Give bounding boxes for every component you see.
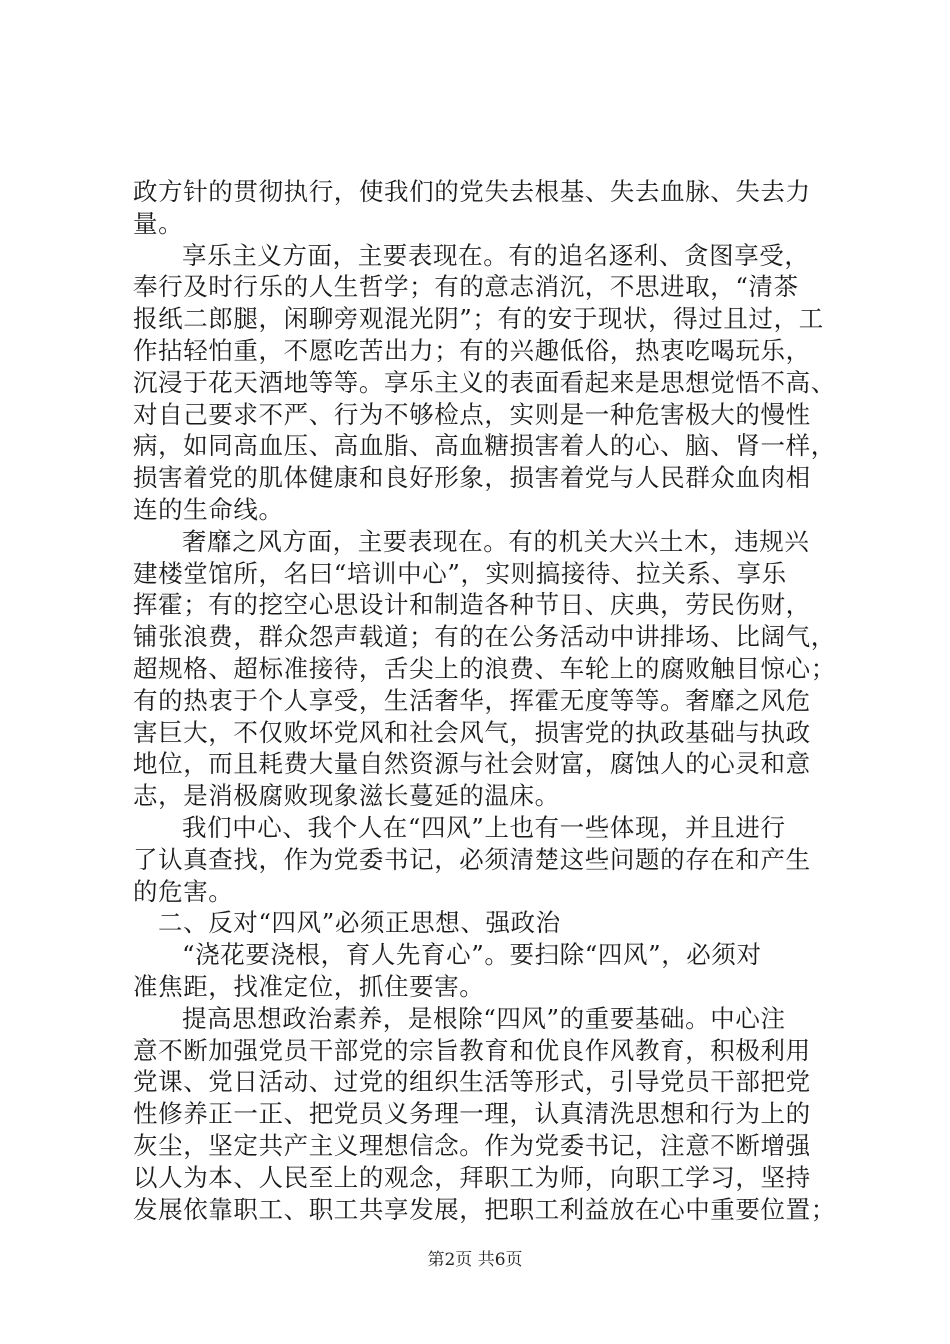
text-line: 挥霍；有的挖空心思设计和制造各种节日、庆典，劳民伤财， xyxy=(133,590,811,620)
text-line: 害巨大，不仅败坏党风和社会风气，损害党的执政基础与执政 xyxy=(133,717,811,747)
text-line: 准焦距，找准定位，抓住要害。 xyxy=(133,971,485,1001)
text-line: 连的生命线。 xyxy=(133,494,284,524)
text-line: 地位，而且耗费大量自然资源与社会财富，腐蚀人的心灵和意 xyxy=(133,749,811,779)
text-line: 以人为本、人民至上的观念，拜职工为师，向职工学习，坚持 xyxy=(133,1162,811,1192)
text-line: 的危害。 xyxy=(133,876,234,906)
text-line: 对自己要求不严、行为不够检点，实则是一种危害极大的慢性 xyxy=(133,399,811,429)
text-line: 意不断加强党员干部党的宗旨教育和优良作风教育，积极利用 xyxy=(133,1035,811,1065)
text-line: 志，是消极腐败现象滋长蔓延的温床。 xyxy=(133,781,560,811)
paragraph-start-line: 提高思想政治素养，是根除“四风”的重要基础。中心注 xyxy=(182,1003,786,1033)
paragraph-start-line: 奢靡之风方面，主要表现在。有的机关大兴土木，违规兴 xyxy=(182,526,810,556)
text-line: 发展依靠职工、职工共享发展，把职工利益放在心中重要位置； xyxy=(133,1194,836,1224)
text-line: 性修养正一正、把党员义务理一理，认真清洗思想和行为上的 xyxy=(133,1099,811,1129)
text-line: 报纸二郎腿，闲聊旁观混光阴”；有的安于现状，得过且过，工 xyxy=(133,304,824,334)
text-line: 沉浸于花天酒地等等。享乐主义的表面看起来是思想觉悟不高、 xyxy=(133,367,836,397)
text-line: 铺张浪费，群众怨声载道；有的在公务活动中讲排场、比阔气， xyxy=(133,622,836,652)
text-line: 损害着党的肌体健康和良好形象，损害着党与人民群众血肉相 xyxy=(133,463,811,493)
page-number-footer: 第2页 共6页 xyxy=(427,1250,523,1270)
text-line: 量。 xyxy=(133,208,184,238)
text-line: 了认真查找，作为党委书记，必须清楚这些问题的存在和产生 xyxy=(133,844,811,874)
paragraph-start-line: “浇花要浇根，育人先育心”。要扫除“四风”，必须对 xyxy=(182,940,762,970)
paragraph-start-line: 享乐主义方面，主要表现在。有的追名逐利、贪图享受， xyxy=(182,240,810,270)
text-line: 超规格、超标准接待，舌尖上的浪费、车轮上的腐败触目惊心； xyxy=(133,653,836,683)
text-line: 灰尘，坚定共产主义理想信念。作为党委书记，注意不断增强 xyxy=(133,1130,811,1160)
document-body xyxy=(133,176,836,1225)
text-line: 党课、党日活动、过党的组织生活等形式，引导党员干部把党 xyxy=(133,1067,811,1097)
text-line: 政方针的贯彻执行，使我们的党失去根基、失去血脉、失去力 xyxy=(133,177,811,206)
text-line: 奉行及时行乐的人生哲学；有的意志消沉，不思进取，“清茶 xyxy=(133,272,799,302)
text-line: 病，如同高血压、高血脂、高血糖损害着人的心、脑、肾一样， xyxy=(133,431,836,461)
text-line: 建楼堂馆所，名曰“培训中心”，实则搞接待、拉关系、享乐 xyxy=(133,558,787,588)
text-line: 作拈轻怕重，不愿吃苦出力；有的兴趣低俗，热衷吃喝玩乐， xyxy=(133,335,811,365)
paragraph-start-line: 我们中心、我个人在“四风”上也有一些体现，并且进行 xyxy=(182,812,786,842)
text-line: 有的热衷于个人享受，生活奢华，挥霍无度等等。奢靡之风危 xyxy=(133,685,811,715)
section-heading: 二、反对“四风”必须正思想、强政治 xyxy=(158,908,561,938)
